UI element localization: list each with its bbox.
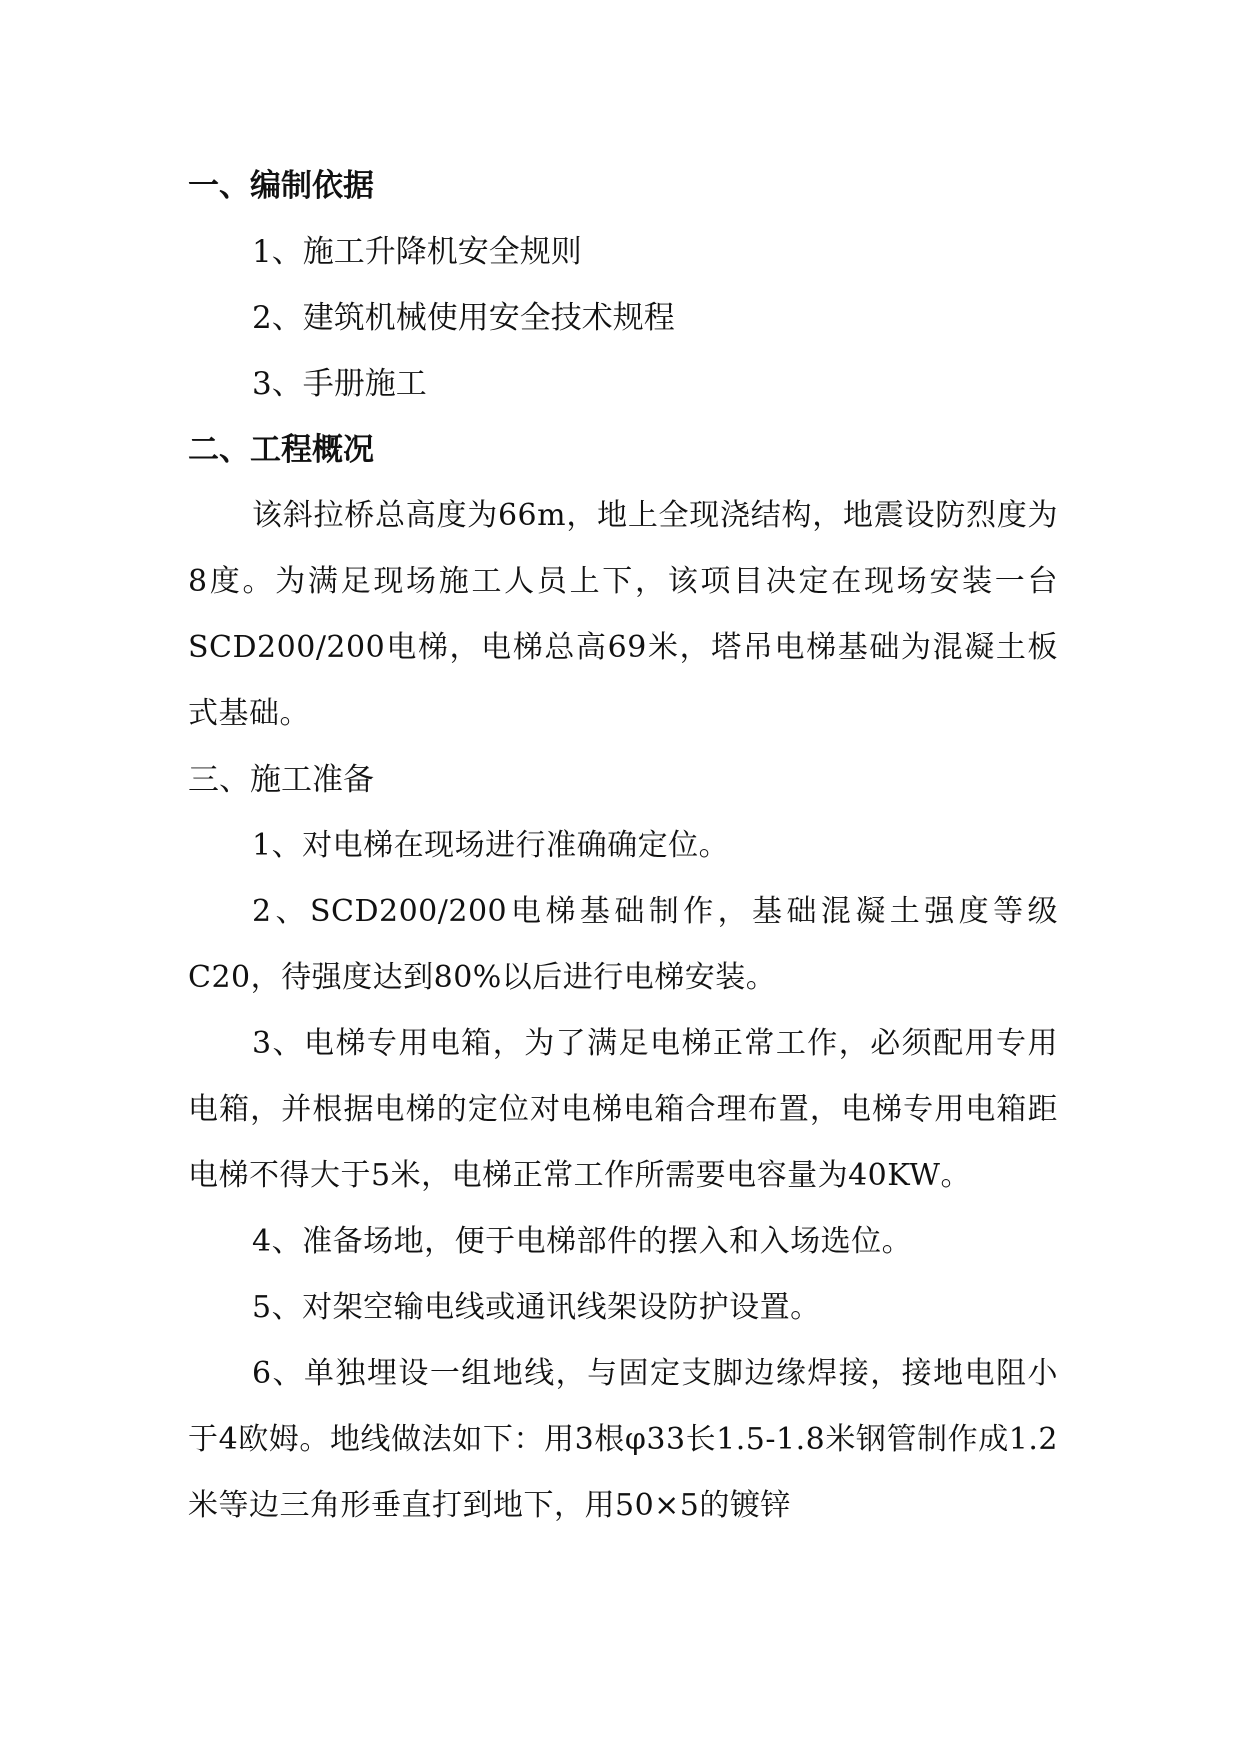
basis-item-1: 1、施工升降机安全规则 [252, 234, 582, 270]
basis-item-3: 3、手册施工 [252, 366, 427, 402]
preparation-item-1: 1、对电梯在现场进行准确确定位。 [252, 828, 730, 863]
section-heading-preparation: 三、施工准备 [188, 762, 374, 798]
basis-item-2: 2、建筑机械使用安全技术规程 [252, 300, 675, 336]
document-body [188, 153, 1058, 1539]
preparation-item-6: 6、单独埋设一组地线，与固定支脚边缘焊接，接地电阻小于4欧姆。地线做法如下：用3根φ33长1.5-1.8米钢管制作成1.2米等边三角形垂直打到地下，用50×5的镀锌 [188, 1356, 1058, 1523]
section-heading-overview: 二、工程概况 [188, 432, 374, 468]
preparation-item-5: 5、对架空输电线或通讯线架设防护设置。 [252, 1290, 821, 1325]
section-heading-basis: 一、编制依据 [188, 168, 374, 204]
overview-paragraph: 该斜拉桥总高度为66m，地上全现浇结构，地震设防烈度为8度。为满足现场施工人员上下，该项目决定在现场安装一台SCD200/200电梯，电梯总高69米，塔吊电梯基础为混凝土板式基础。 [188, 498, 1058, 731]
preparation-item-2: 2、SCD200/200电梯基础制作，基础混凝土强度等级C20，待强度达到80%以后进行电梯安装。 [188, 894, 1058, 995]
preparation-item-4: 4、准备场地，便于电梯部件的摆入和入场选位。 [252, 1224, 913, 1259]
preparation-item-3: 3、电梯专用电箱，为了满足电梯正常工作，必须配用专用电箱，并根据电梯的定位对电梯电箱合理布置，电梯专用电箱距电梯不得大于5米，电梯正常工作所需要电容量为40KW。 [188, 1026, 1058, 1193]
